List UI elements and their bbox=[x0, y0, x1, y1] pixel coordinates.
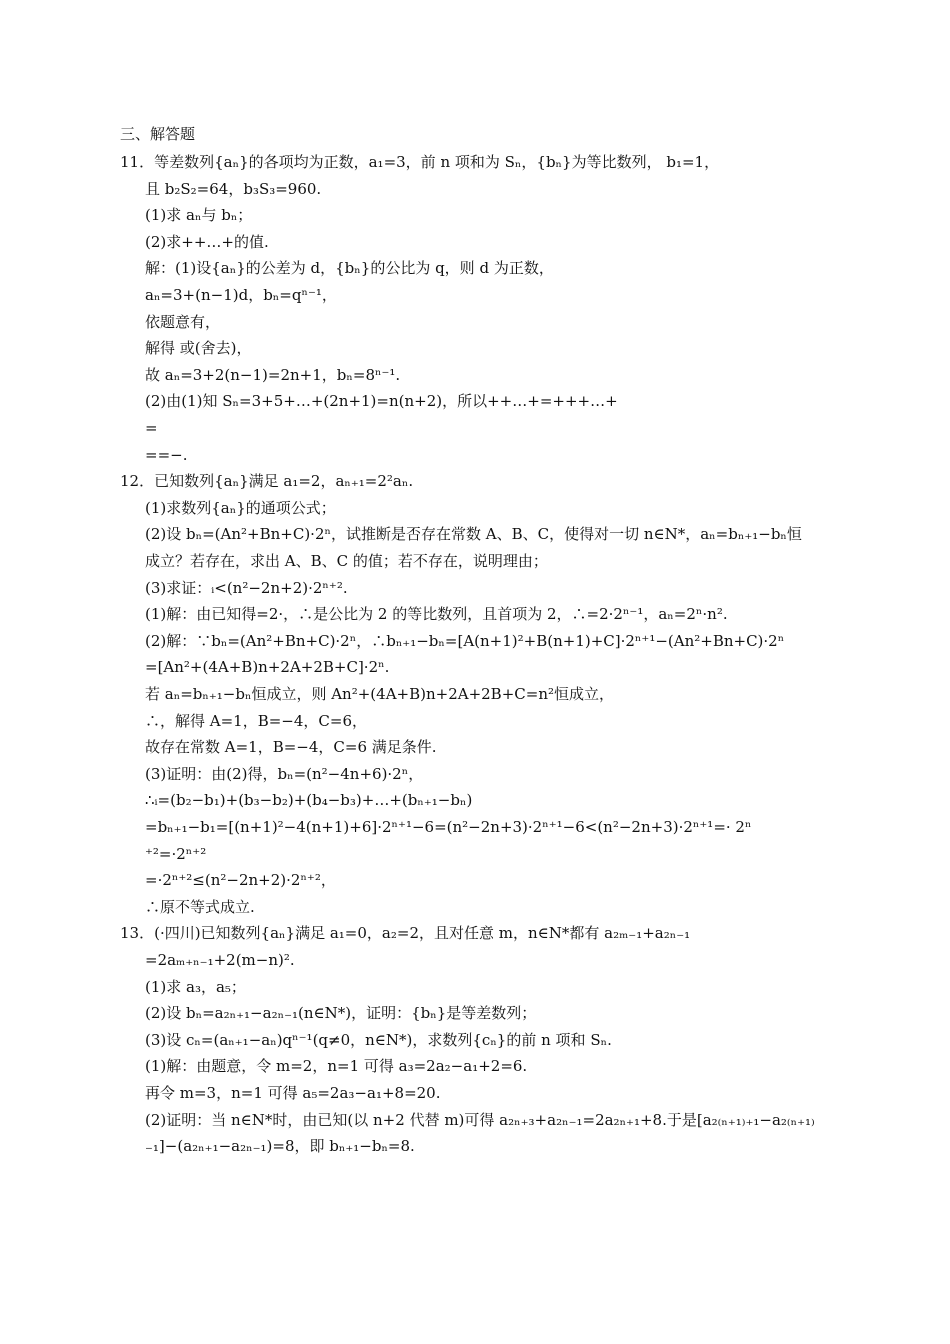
text-line: (1)解：由题意，令 m=2，n=1 可得 a₃=2a₂−a₁+2=6. bbox=[145, 1057, 528, 1076]
text-line: =·2ⁿ⁺²≤(n²−2n+2)·2ⁿ⁺²， bbox=[145, 871, 336, 890]
text-line: =bₙ₊₁−b₁=[(n+1)²−4(n+1)+6]·2ⁿ⁺¹−6=(n²−2n+3)·2ⁿ⁺¹−6<(n²−2n+3)·2ⁿ⁺¹=· 2ⁿ bbox=[145, 818, 752, 836]
text-line: =[An²+(4A+B)n+2A+2B+C]·2ⁿ. bbox=[145, 658, 390, 677]
text-line: (2)解：∵bₙ=(An²+Bn+C)·2ⁿ，∴bₙ₊₁−bₙ=[A(n+1)²+B(n+1)+C]·2ⁿ⁺¹−(An²+Bn+C)·2ⁿ bbox=[145, 631, 785, 650]
text-line: =2aₘ₊ₙ₋₁+2(m−n)². bbox=[145, 951, 295, 969]
text-line: 故 aₙ=3+2(n−1)=2n+1，bₙ=8ⁿ⁻¹. bbox=[145, 365, 401, 384]
text-line: ∴原不等式成立. bbox=[145, 897, 255, 916]
problem-line: 11．等差数列{aₙ}的各项均为正数，a₁=3，前 n 项和为 Sₙ，{bₙ}为等比数列， b₁=1， bbox=[120, 153, 720, 171]
text-line: 再令 m=3，n=1 可得 a₅=2a₃−a₁+8=20. bbox=[145, 1084, 441, 1102]
text-line: aₙ=3+(n−1)d，bₙ=qⁿ⁻¹， bbox=[145, 286, 337, 304]
text-line: (1)求数列{aₙ}的通项公式； bbox=[145, 498, 336, 517]
text-line: (1)解：由已知得=2·，∴是公比为 2 的等比数列，且首项为 2，∴=2·2ⁿ⁻¹，aₙ=2ⁿ·n². bbox=[145, 605, 728, 624]
text-line: 解：(1)设{aₙ}的公差为 d，{bₙ}的公比为 q，则 d 为正数， bbox=[145, 259, 554, 278]
problem-line: 13．(·四川)已知数列{aₙ}满足 a₁=0，a₂=2，且对任意 m，n∈N*都有 a₂ₘ₋₁+a₂ₙ₋₁ bbox=[120, 924, 691, 943]
text-line: 故存在常数 A=1，B=−4，C=6 满足条件. bbox=[145, 738, 437, 757]
text-line: (1)求 aₙ与 bₙ； bbox=[145, 206, 253, 225]
text-line: ==−. bbox=[145, 445, 188, 464]
text-line: ₋₁]−(a₂ₙ₊₁−a₂ₙ₋₁)=8，即 bₙ₊₁−bₙ=8. bbox=[145, 1137, 415, 1156]
text-line: (2)设 bₙ=a₂ₙ₊₁−a₂ₙ₋₁(n∈N*)，证明：{bₙ}是等差数列； bbox=[145, 1004, 537, 1023]
text-line: (3)证明：由(2)得，bₙ=(n²−4n+6)·2ⁿ， bbox=[145, 764, 424, 783]
text-line: (2)求++…+的值. bbox=[145, 232, 269, 251]
section-title: 三、解答题 bbox=[120, 125, 196, 143]
text-line: (2)证明：当 n∈N*时，由已知(以 n+2 代替 m)可得 a₂ₙ₊₃+a₂ₙ₋₁=2a₂ₙ₊₁+8.于是[a₂₍ₙ₊₁₎₊₁−a₂₍ₙ₊₁₎ bbox=[145, 1110, 815, 1129]
text-line: 解得 或(舍去)， bbox=[145, 339, 252, 358]
problem-line: 12．已知数列{aₙ}满足 a₁=2，aₙ₊₁=2²aₙ. bbox=[120, 472, 414, 491]
text-line: (2)设 bₙ=(An²+Bn+C)·2ⁿ，试推断是否存在常数 A、B、C，使得对一切 n∈N*，aₙ=bₙ₊₁−bₙ恒 bbox=[145, 525, 802, 544]
text-line: (3)设 cₙ=(aₙ₊₁−aₙ)qⁿ⁻¹(q≠0，n∈N*)，求数列{cₙ}的前 n 项和 Sₙ. bbox=[145, 1030, 612, 1049]
text-line: ⁺²=·2ⁿ⁺² bbox=[145, 844, 207, 863]
text-line: (2)由(1)知 Sₙ=3+5+…+(2n+1)=n(n+2)，所以++…+=+++…+ bbox=[145, 392, 618, 411]
text-line: 成立？若存在，求出 A、B、C 的值；若不存在，说明理由； bbox=[145, 552, 548, 570]
text-line: 若 aₙ=bₙ₊₁−bₙ恒成立，则 An²+(4A+B)n+2A+2B+C=n²恒成立， bbox=[145, 685, 614, 703]
text-line: ∴ᵢ=(b₂−b₁)+(b₃−b₂)+(b₄−b₃)+…+(bₙ₊₁−bₙ) bbox=[145, 791, 473, 810]
text-line: 且 b₂S₂=64，b₃S₃=960. bbox=[145, 179, 322, 198]
text-line: = bbox=[145, 419, 158, 437]
text-line: ∴，解得 A=1，B=−4，C=6， bbox=[145, 711, 368, 730]
text-line: (1)求 a₃，a₅； bbox=[145, 977, 246, 996]
text-line: (3)求证：ᵢ<(n²−2n+2)·2ⁿ⁺². bbox=[145, 578, 348, 597]
text-line: 依题意有， bbox=[145, 312, 221, 331]
